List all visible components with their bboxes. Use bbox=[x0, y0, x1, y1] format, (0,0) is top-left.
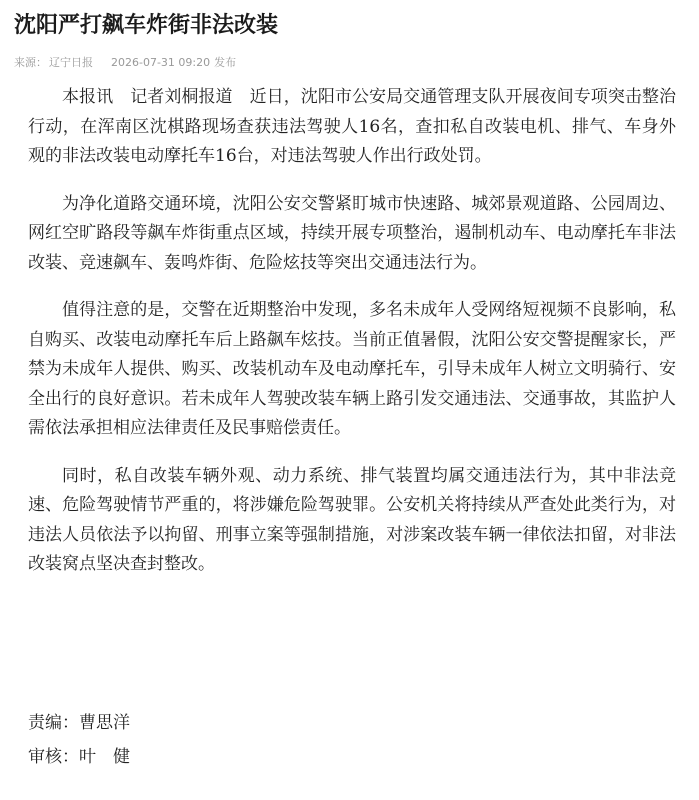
paragraph-3: 值得注意的是，交警在近期整治中发现，多名未成年人受网络短视频不良影响，私自购买、改装电动摩托车后上路飙车炫技。当前正值暑假，沈阳公安交警提醒家长，严禁为未成年人提供、购买、改装机动车及电动摩托车，引导未成年人树立文明骑行、安全出行的良好意识。若未成年人驾驶改装车辆上路引发交通违法、交通事故，其监护人需依法承担相应法律责任及民事赔偿责任。 bbox=[28, 300, 676, 438]
publish-datetime: 2026-07-31 09:20 bbox=[111, 56, 211, 69]
reviewer-credit: 审核：叶 健 bbox=[28, 747, 130, 767]
source-name: 辽宁日报 bbox=[49, 56, 93, 69]
paragraph-2: 为净化道路交通环境，沈阳公安交警紧盯城市快速路、城郊景观道路、公园周边、网红空旷路段等飙车炸街重点区域，持续开展专项整治，遏制机动车、电动摩托车非法改装、竞速飙车、轰鸣炸街、危险炫技等突出交通违法行为。 bbox=[28, 193, 676, 273]
article-body bbox=[28, 83, 676, 598]
editor-credit: 责编：曹思洋 bbox=[28, 713, 130, 733]
paragraph-1: 本报讯 记者刘桐报道 近日，沈阳市公安局交通管理支队开展夜间专项突击整治行动，在浑南区沈棋路现场查获违法驾驶人16名，查扣私自改装电机、排气、车身外观的非法改装电动摩托车16台，对违法驾驶人作出行政处罚。 bbox=[28, 87, 676, 166]
article-meta bbox=[14, 53, 236, 73]
publish-label: 发布 bbox=[214, 56, 237, 69]
article-title: 沈阳严打飙车炸街非法改装 bbox=[14, 13, 279, 38]
article-credits bbox=[28, 706, 130, 774]
paragraph-4: 同时，私自改装车辆外观、动力系统、排气装置均属交通违法行为，其中非法竞速、危险驾驶情节严重的，将涉嫌危险驾驶罪。公安机关将持续从严查处此类行为，对违法人员依法予以拘留、刑事立案等强制措施，对涉案改装车辆一律依法扣留，对非法改装窝点坚决查封整改。 bbox=[28, 465, 676, 574]
source-label: 来源： bbox=[14, 56, 47, 69]
